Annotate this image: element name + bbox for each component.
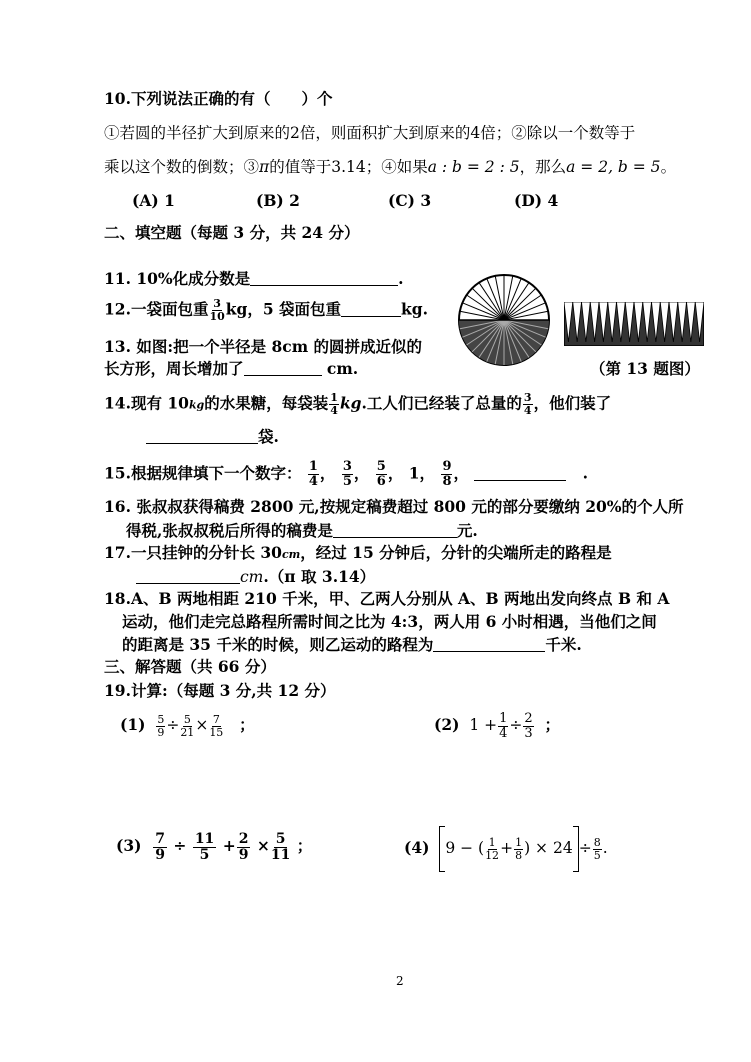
rectangle-rearranged-figure [564, 302, 704, 346]
q18-line1: 18.A、B 两地相距 210 千米，甲、乙两人分别从 A、B 两地出发向终点 B 和 A [104, 589, 670, 608]
q13-line1: 13. 如图:把一个半径是 8cm 的圆拼成近似的 [104, 337, 423, 356]
q19-part3: (3) $\frac{7}{9}$ ÷ $\frac{11}{5}$ + $\frac{2}{9}$ × $\frac{5}{11}$ ； [116, 830, 313, 863]
q14-blank [146, 427, 258, 444]
q19-part1: (1) $\frac{5}{9}$ ÷ $\frac{5}{21}$ × $\frac{7}{15}$ ； [120, 712, 255, 739]
q10-option-b: (B) 2 [256, 191, 300, 210]
q19-part2: (2) 1 + $\frac{1}{4}$ ÷ $\frac{2}{3}$ ； [434, 710, 561, 741]
q14-line1: 14.现有 10kg的水果糖，每袋装 $\frac{1}{4}$ kg.工人们已经装了总量的 $\frac{3}{4}$ ，他们装了 [104, 391, 612, 417]
q19-part4: (4) 9 − ( $\frac{1}{12}$ + $\frac{1}{8}$ ) × 24 ÷ $\frac{8}{5}$ . [404, 826, 608, 872]
section-3-heading: 三、解答题（共 66 分） [104, 657, 276, 676]
q12: 12.一袋面包重 $\frac{3}{10}$ kg，5 袋面包重 kg. [104, 297, 429, 323]
q13-line2: 长方形，周长增加了 cm. [104, 359, 359, 378]
q17-blank [136, 567, 240, 584]
q10-line2: 乘以这个数的倒数；③π的值等于3.14；④如果a : b = 2 : 5，那么a = 2, b = 5。 [104, 158, 677, 176]
q10-option-a: (A) 1 [132, 191, 175, 210]
circle-sectors-figure [456, 272, 552, 368]
q11-blank [250, 269, 398, 286]
q10-line1: ①若圆的半径扩大到原来的2倍，则面积扩大到原来的4倍；②除以一个数等于 [104, 124, 636, 142]
q16-blank [333, 521, 457, 538]
q10-option-c: (C) 3 [388, 191, 432, 210]
q18-blank [433, 635, 545, 652]
q15-blank [474, 464, 566, 481]
q19-heading: 19.计算:（每题 3 分,共 12 分） [104, 681, 336, 700]
q10-option-d: (D) 4 [514, 191, 559, 210]
q16-line1: 16. 张叔叔获得稿费 2800 元,按规定稿费超过 800 元的部分要缴纳 20%的个人所 [104, 497, 684, 516]
q17-line1: 17.一只挂钟的分针长 30cm，经过 15 分钟后，分针的尖端所走的路程是 [104, 543, 612, 562]
q16-line2: 得税,张叔叔税后所得的稿费是 元. [126, 521, 478, 540]
q14-line2: 袋. [146, 426, 279, 448]
q10-stem: 10.下列说法正确的有（ ）个 [104, 89, 333, 108]
q18-line3: 的距离是 35 千米的时候，则乙运动的路程为 千米. [122, 635, 582, 654]
q15: 15.根据规律填下一个数字： $\frac{1}{4}$ ， $\frac{3}{5}$ ， $\frac{5}{6}$ ， 1， $\frac{9}{8}$ ， . [104, 459, 588, 489]
q18-line2: 运动，他们走完总路程所需时间之比为 4:3，两人用 6 小时相遇，当他们之间 [122, 612, 657, 631]
q17-line2: cm.（π 取 3.14） [136, 566, 375, 588]
page-number: 2 [396, 974, 404, 988]
q13-figure-caption: （第 13 题图） [590, 359, 700, 378]
q11: 11. 10%化成分数是 . [104, 269, 404, 288]
q12-blank [341, 300, 401, 317]
section-2-heading: 二、填空题（每题 3 分，共 24 分） [104, 223, 360, 242]
q13-blank [244, 359, 322, 376]
